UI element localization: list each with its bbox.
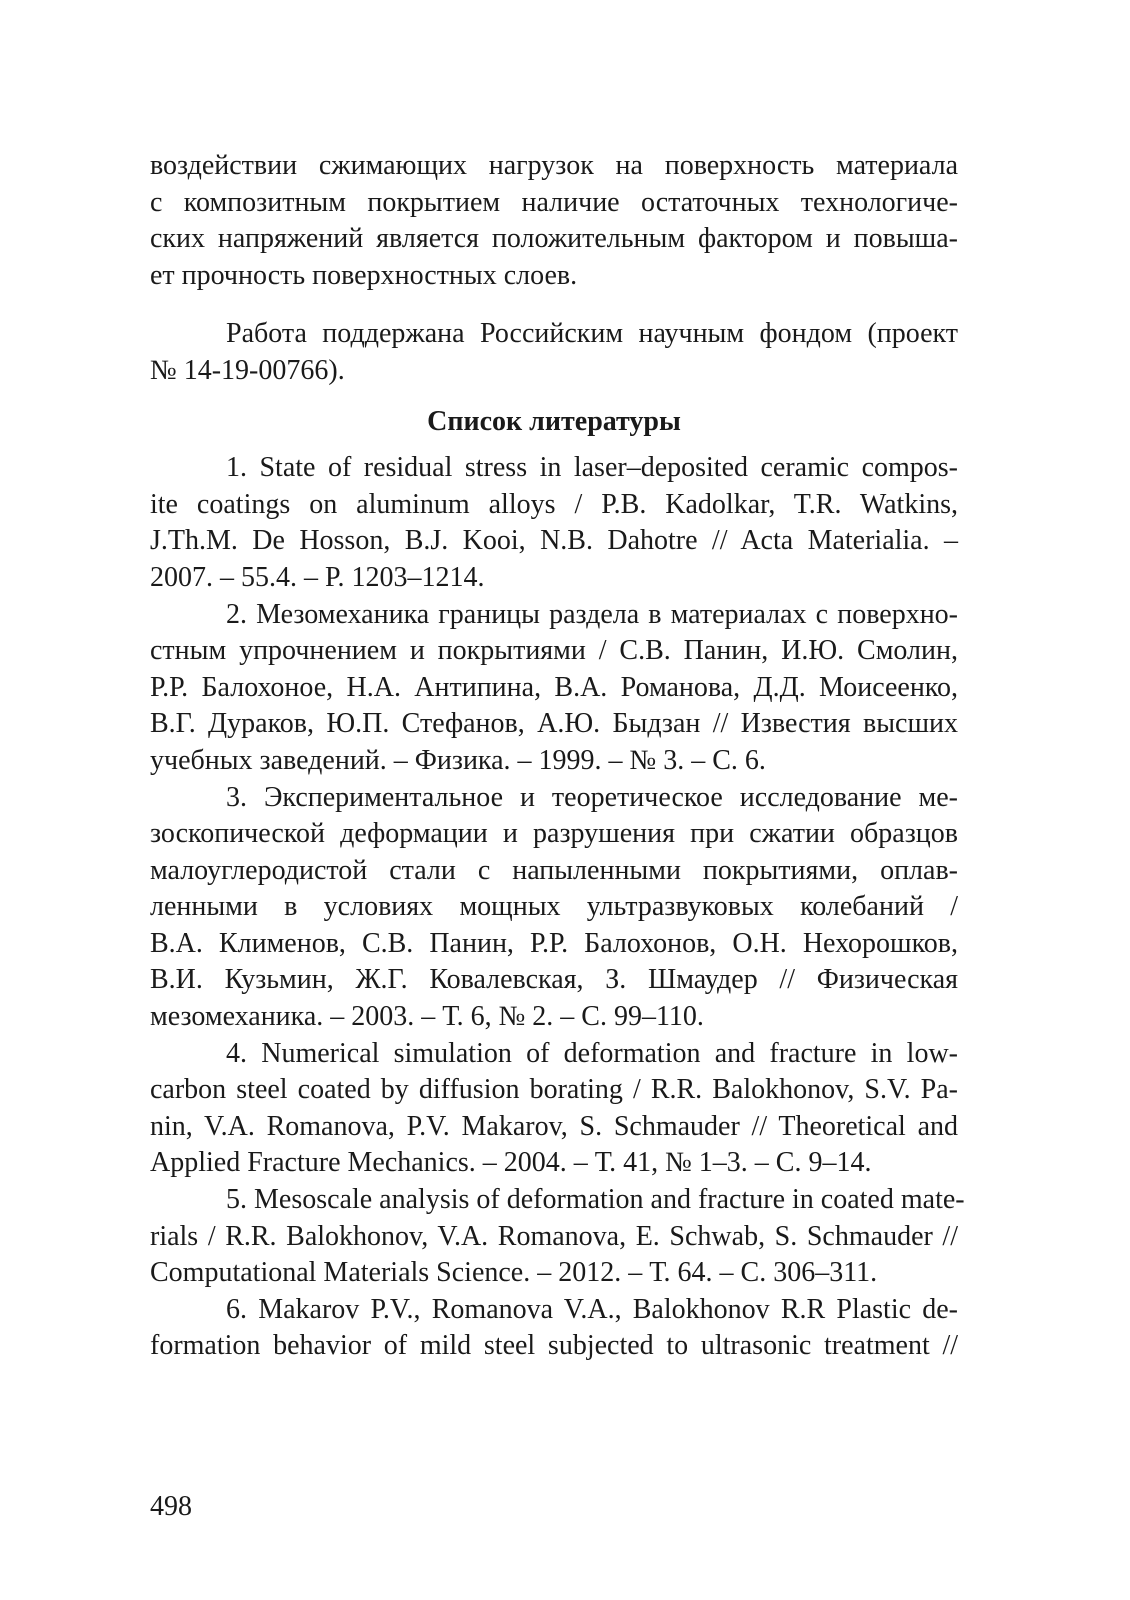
text-line: В.И. Кузьмин, Ж.Г. Ковалевская, З. Шмаудер // Физическая <box>150 964 958 996</box>
text-line: 5. Mesoscale analysis of deformation and fracture in coated mate- <box>226 1184 965 1216</box>
reference-item-1 <box>150 450 958 596</box>
text-line: 3. Экспериментальное и теоретическое исследование ме- <box>226 781 958 813</box>
text-line: J.Th.M. De Hosson, B.J. Kooi, N.B. Dahotre // Acta Materialia. – <box>150 525 958 557</box>
text-line: зоскопической деформации и разрушения при сжатии образцов <box>150 818 958 850</box>
text-line: Computational Materials Science. – 2012. – Т. 64. – С. 306–311. <box>150 1257 878 1289</box>
text-line: стным упрочнением и покрытиями / С.В. Панин, И.Ю. Смолин, <box>150 635 958 667</box>
paragraph-spacer <box>150 294 958 316</box>
references-heading: Список литературы <box>427 405 681 437</box>
text-line: Р.Р. Балохоное, Н.А. Антипина, В.А. Романова, Д.Д. Моисеенко, <box>150 671 958 703</box>
text-line: с композитным покрытием наличие остаточных технологиче- <box>150 186 958 218</box>
text-line: ских напряжений является положительным фактором и повыша- <box>150 223 958 255</box>
text-line: Applied Fracture Mechanics. – 2004. – Т. 41, № 1–3. – С. 9–14. <box>150 1147 872 1179</box>
text-line: мезомеханика. – 2003. – Т. 6, № 2. – С. 99–110. <box>150 1001 704 1033</box>
text-line: 6. Makarov P.V., Romanova V.A., Balokhonov R.R Plastic de- <box>226 1293 958 1325</box>
reference-item-4 <box>150 1036 958 1182</box>
intro-paragraph <box>150 148 958 294</box>
text-line: ет прочность поверхностных слоев. <box>150 259 578 291</box>
text-line: formation behavior of mild steel subjected to ultrasonic treatment // <box>150 1330 958 1362</box>
page-content <box>150 148 965 1365</box>
page-number: 498 <box>150 1491 192 1522</box>
text-line: 4. Numerical simulation of deformation and fracture in low- <box>226 1037 958 1069</box>
text-line: ленными в условиях мощных ультразвуковых колебаний / <box>150 891 958 923</box>
text-line: ite coatings on aluminum alloys / P.B. Kadolkar, T.R. Watkins, <box>150 488 958 520</box>
text-line: В.А. Клименов, С.В. Панин, Р.Р. Балохонов, О.Н. Нехорошков, <box>150 927 958 959</box>
text-line: В.Г. Дураков, Ю.П. Стефанов, А.Ю. Быдзан // Известия высших <box>150 708 958 740</box>
text-line: 2. Мезомеханика границы раздела в материалах с поверхно- <box>226 598 958 630</box>
text-line: воздействии сжимающих нагрузок на поверхность материала <box>150 150 958 181</box>
text-line: 2007. – 55.4. – P. 1203–1214. <box>150 561 485 593</box>
text-line: учебных заведений. – Физика. – 1999. – № 3. – С. 6. <box>150 744 766 776</box>
funding-paragraph <box>150 316 958 389</box>
text-line: carbon steel coated by diffusion borating / R.R. Balokhonov, S.V. Pa- <box>150 1074 958 1106</box>
reference-item-6 <box>150 1292 958 1365</box>
text-line: Работа поддержана Российским научным фондом (проект <box>226 318 958 350</box>
text-line: 1. State of residual stress in laser–deposited ceramic compos- <box>226 452 958 484</box>
text-line: № 14-19-00766). <box>150 354 345 386</box>
reference-item-2 <box>150 597 958 780</box>
reference-item-5 <box>150 1182 965 1292</box>
text-line: nin, V.A. Romanova, P.V. Makarov, S. Schmauder // Theoretical and <box>150 1110 958 1142</box>
reference-item-3 <box>150 780 958 1036</box>
text-line: rials / R.R. Balokhonov, V.A. Romanova, E. Schwab, S. Schmauder // <box>150 1220 958 1252</box>
text-line: малоуглеродистой стали с напыленными покрытиями, оплав- <box>150 854 958 886</box>
